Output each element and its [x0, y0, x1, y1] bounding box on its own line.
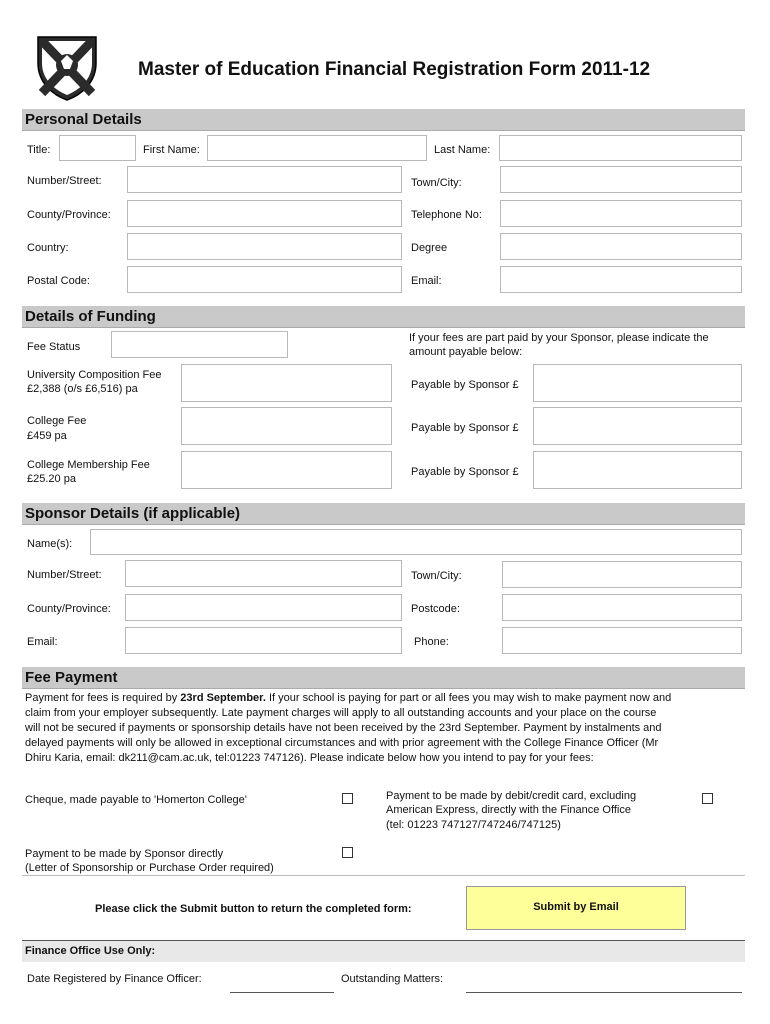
university-fee-input[interactable] [181, 364, 392, 402]
submit-button-label: Submit by Email [533, 901, 619, 913]
payment-deadline: 23rd September. [180, 692, 266, 704]
telephone-label: Telephone No: [411, 209, 482, 221]
date-registered-label: Date Registered by Finance Officer: [27, 973, 202, 985]
last-name-input[interactable] [499, 135, 742, 161]
sponsor-email-label: Email: [27, 636, 58, 648]
fee-name: University Composition Fee [27, 369, 162, 381]
sponsor-note-line-1: If your fees are part paid by your Sponsor, please indicate the [409, 332, 709, 344]
sponsor-town-input[interactable] [502, 561, 742, 588]
sponsor-town-label: Town/City: [411, 570, 462, 582]
payment-text: will not be secured if payments or sponsorship details have not been received by the 23rd September. Payment by instalments and [25, 722, 662, 734]
college-fee-sponsor-input[interactable] [533, 407, 742, 445]
country-label: Country: [27, 242, 69, 254]
membership-fee-input[interactable] [181, 451, 392, 489]
payable-label: Payable by Sponsor £ [411, 379, 519, 391]
payable-label: Payable by Sponsor £ [411, 466, 519, 478]
email-input[interactable] [500, 266, 742, 293]
section-header-personal [22, 109, 745, 131]
postal-code-input[interactable] [127, 266, 402, 293]
last-name-label: Last Name: [434, 144, 491, 156]
section-header-payment [22, 667, 745, 689]
postal-code-label: Postal Code: [27, 275, 90, 287]
card-checkbox[interactable] [702, 793, 713, 804]
fee-name: College Fee [27, 415, 87, 427]
fee-status-label: Fee Status [27, 341, 81, 353]
title-label: Title: [27, 144, 51, 156]
outstanding-matters-label: Outstanding Matters: [341, 973, 444, 985]
email-label: Email: [411, 275, 442, 287]
college-crest-logo [33, 33, 101, 101]
sponsor-phone-input[interactable] [502, 627, 742, 654]
cheque-option-label: Cheque, made payable to 'Homerton College' [25, 794, 247, 806]
payment-text: delayed payments will only be allowed in exceptional circumstances and with prior agreement with the College Finance Officer (Mr [25, 737, 659, 749]
section-title: Personal Details [25, 111, 142, 128]
payment-text: claim from your employer subsequently. Late payment charges will apply to all outstanding accounts and your place on the course [25, 707, 657, 719]
sponsor-option-label-2: (Letter of Sponsorship or Purchase Order required) [25, 862, 274, 874]
fee-amount: £459 pa [27, 430, 67, 442]
finance-office-title: Finance Office Use Only: [25, 945, 156, 957]
sponsor-email-input[interactable] [125, 627, 402, 654]
town-label: Town/City: [411, 177, 462, 189]
cheque-checkbox[interactable] [342, 793, 353, 804]
county-input[interactable] [127, 200, 402, 227]
payable-label: Payable by Sponsor £ [411, 422, 519, 434]
payment-text: Dhiru Karia, email: dk211@cam.ac.uk, tel:01223 747126). Please indicate below how you intend to pay for your fees: [25, 752, 594, 764]
section-header-sponsor [22, 503, 745, 525]
university-fee-sponsor-input[interactable] [533, 364, 742, 402]
submit-button[interactable] [466, 886, 686, 930]
sponsor-postcode-label: Postcode: [411, 603, 460, 615]
section-title: Fee Payment [25, 669, 118, 686]
section-title: Sponsor Details (if applicable) [25, 505, 241, 522]
sponsor-checkbox[interactable] [342, 847, 353, 858]
telephone-input[interactable] [500, 200, 742, 227]
card-option-label-1: Payment to be made by debit/credit card, excluding [386, 790, 637, 802]
membership-fee-sponsor-input[interactable] [533, 451, 742, 489]
page-title: Master of Education Financial Registration Form 2011-12 [138, 59, 651, 80]
street-input[interactable] [127, 166, 402, 193]
sponsor-county-input[interactable] [125, 594, 402, 621]
first-name-label: First Name: [143, 144, 200, 156]
degree-label: Degree [411, 242, 448, 254]
degree-input[interactable] [500, 233, 742, 260]
submit-prompt: Please click the Submit button to return the completed form: [95, 903, 412, 915]
card-option-label-2: American Express, directly with the Finance Office [386, 804, 631, 816]
fee-amount: £25.20 pa [27, 473, 76, 485]
town-input[interactable] [500, 166, 742, 193]
divider [22, 875, 745, 876]
first-name-input[interactable] [207, 135, 427, 161]
sponsor-names-label: Name(s): [27, 538, 73, 550]
section-header-funding [22, 306, 745, 328]
sponsor-postcode-input[interactable] [502, 594, 742, 621]
sponsor-street-input[interactable] [125, 560, 402, 587]
title-input[interactable] [59, 135, 136, 161]
outstanding-matters-line[interactable] [466, 992, 742, 993]
sponsor-county-label: County/Province: [27, 603, 111, 615]
payment-text: If your school is paying for part or all fees you may wish to make payment now and [265, 692, 672, 704]
fee-status-input[interactable] [111, 331, 288, 358]
card-option-label-3: (tel: 01223 747127/747246/747125) [386, 819, 561, 831]
date-registered-line[interactable] [230, 992, 334, 993]
sponsor-option-label-1: Payment to be made by Sponsor directly [25, 848, 224, 860]
street-label: Number/Street: [27, 175, 102, 187]
section-title: Details of Funding [25, 308, 156, 325]
country-input[interactable] [127, 233, 402, 260]
finance-office-header [22, 940, 745, 962]
sponsor-phone-label: Phone: [414, 636, 449, 648]
college-fee-input[interactable] [181, 407, 392, 445]
county-label: County/Province: [27, 209, 111, 221]
sponsor-names-input[interactable] [90, 529, 742, 555]
fee-name: College Membership Fee [27, 459, 150, 471]
fee-amount: £2,388 (o/s £6,516) pa [27, 383, 138, 395]
payment-text: Payment for fees is required by [25, 692, 181, 704]
sponsor-street-label: Number/Street: [27, 569, 102, 581]
sponsor-note-line-2: amount payable below: [409, 346, 523, 358]
payment-instructions [25, 691, 745, 766]
